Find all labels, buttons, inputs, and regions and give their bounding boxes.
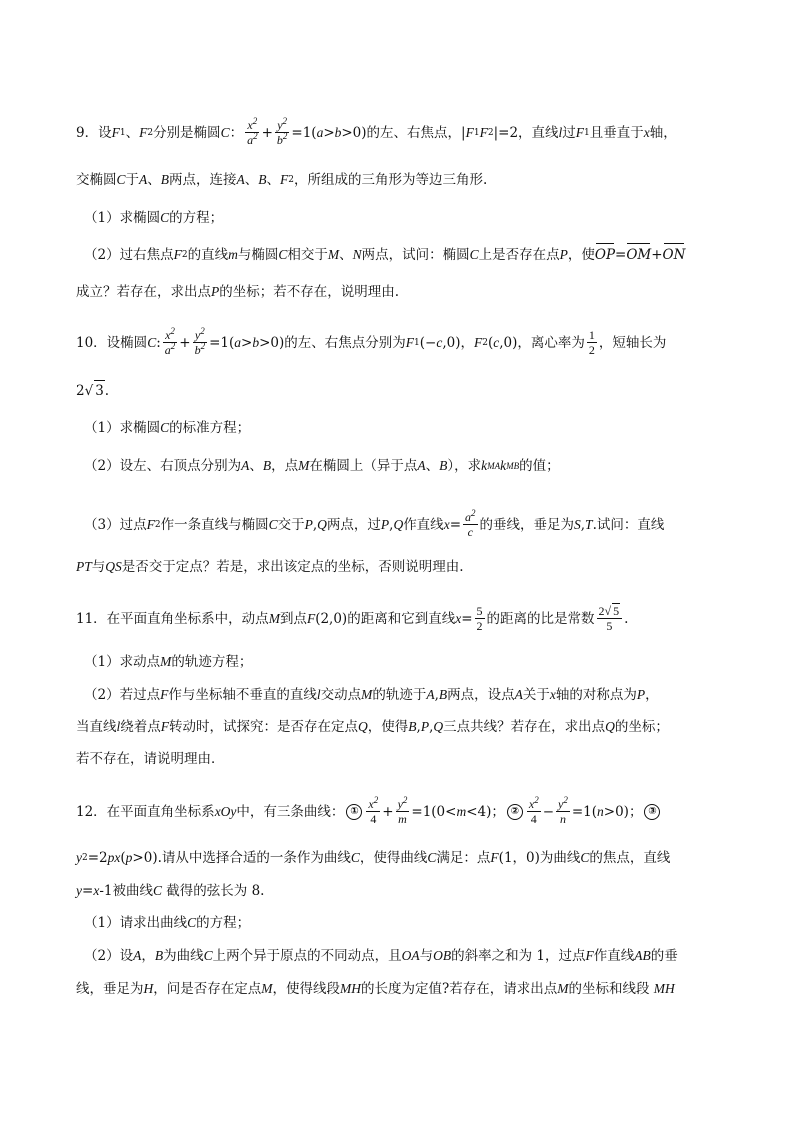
q12-line1: 12．在平面直角坐标系 xOy 中，有三条曲线： ① $\frac{x^2}{4}$ + $\frac{y^2}{m}$ =1(0< m <4) ； ② $\frac{x^2}{4}$ − $\frac{y^2}{n}$ =1( n >0) ； ③ [76,797,734,826]
q9-part2-cont: 成立？若存在，求出点 P 的坐标；若不存在，说明理由. [76,284,400,300]
q12-line6: 线，垂足为 H ，问是否存在定点 M ，使得线段 MH 的长度为定值?若存在，请求出点 M 的坐标和线段 MH [76,981,675,997]
q11-line5: 若不存在，请说明理由． [76,751,225,767]
q10-part2: （2）设左、右顶点分别为 A 、 B ，点 M 在椭圆上（异于点 A 、 B ），求 k MA k MB 的值； [84,458,560,474]
q12-line3: y = x -1 被曲线 C 截得的弦长为 8. [76,883,265,899]
q10-line2: 2 √ 3 . [76,380,734,401]
q11-line1: 11．在平面直角坐标系中，动点 M 到点 F (2,0) 的距离和它到直线 x = $\frac{5}{2}$ 的距离的比是常数 $\frac{2√ 5}{5}$ . [76,604,629,633]
q10-line1: 10．设椭圆 C : $\frac{x^2}{a^2}$ + $\frac{y^2}{b^2}$ =1( a > b >0) 的左、右焦点分别为 F 1 (− c ,0) ， F 2 ( c ,0) ，离心率为 $\frac{1}{2}$ ，短轴长为 [76,326,667,357]
q11-part1: （1）求动点 M 的轨迹方程； [84,654,253,670]
q10-part3: （3）过点 F 2 作一条直线与椭圆 C 交于 P , Q 两点，过 P , Q 作直线 x = $\frac{a^2}{c}$ 的垂线，垂足为 S , T .试问：直线 [84,508,665,539]
q9-part1: （1）求椭圆 C 的方程； [84,210,224,226]
q10-part3-cont: PT 与 QS 是否交于定点？若是，求出该定点的坐标，否则说明理由. [76,559,464,575]
q12-part1: （1）请求出曲线 C 的方程； [84,915,251,931]
q10-part1: （1）求椭圆 C 的标准方程； [84,420,251,436]
q11-part2: （2）若过点 F 作与坐标轴不垂直的直线 l 交动点 M 的轨迹于 A , B 两点，设点 A 关于 x 轴的对称点为 P ， [84,687,659,703]
q9-part2: （2）过右焦点 F 2 的直线 m 与椭圆 C 相交于 M 、 N 两点，试问：椭圆 C 上是否存在点 P ，使 OP = OM + ON [84,247,686,263]
q9-line1: 9．设 F 1 、 F 2 分别是椭圆 C ： $\frac{x^2}{a^2}$ + $\frac{y^2}{b^2}$ =1( a > b >0) 的左、右焦点， | F 1 F 2 |=2 ，直线 l 过 F 1 且垂直于 x 轴， [76,116,677,147]
q12-part2: （2）设 A ， B 为曲线 C 上两个异于原点的不同动点，且 OA 与 OB 的斜率之和为 1，过点 F 作直线 AB 的垂 [84,948,678,964]
q9-line2: 交椭圆 C 于 A 、 B 两点，连接 A 、 B 、 F 2 ，所组成的三角形为等边三角形. [76,172,488,188]
q12-line2: y 2 =2 px ( p >0) .请从中选择合适的一条作为曲线 C ，使得曲线 C 满足：点 F (1，0)为曲线 C 的焦点，直线 [76,850,671,866]
q11-line4: 当直线 l 绕着点 F 转动时，试探究：是否存在定点 Q ，使得 B , P , Q 三点共线？若存在，求出点 Q 的坐标； [76,719,669,735]
